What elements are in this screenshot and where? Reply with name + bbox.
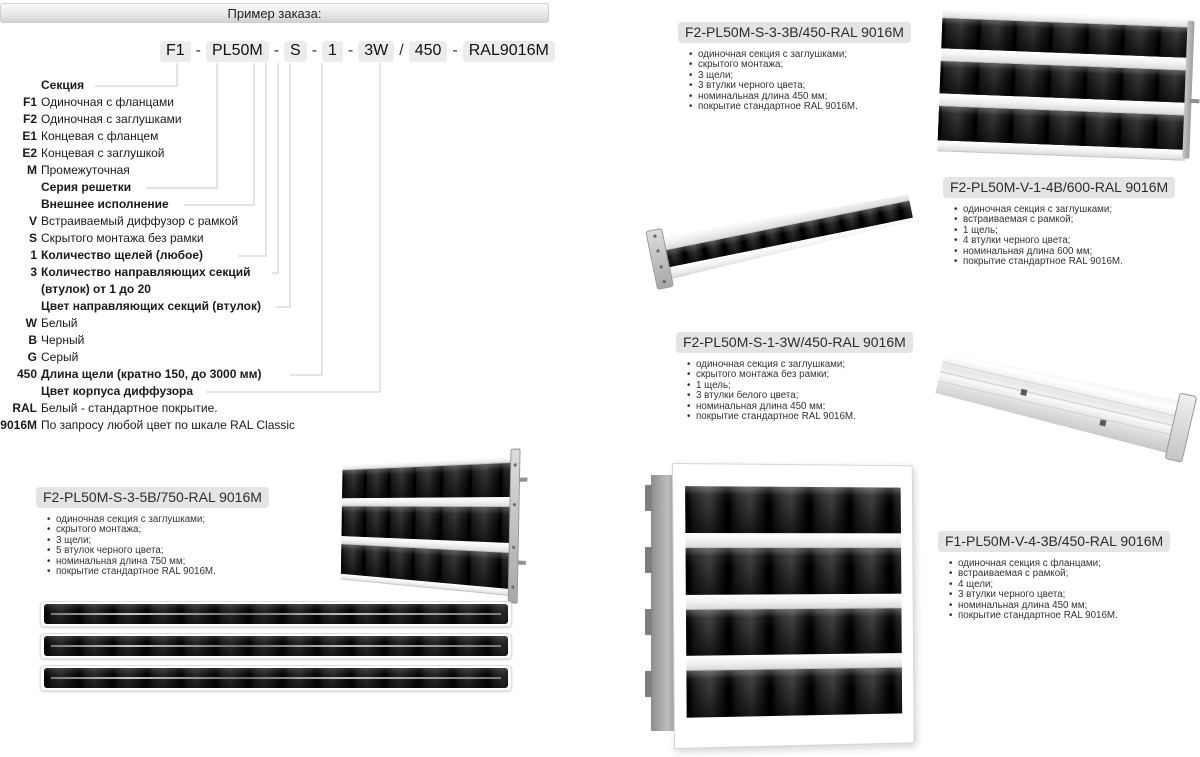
legend-row: [0, 162, 430, 179]
legend-key: F2: [22, 112, 37, 126]
legend-text: Цвет корпуса диффузора: [41, 384, 194, 398]
legend-text: Промежуточная: [41, 163, 130, 177]
legend-key: 1: [30, 248, 37, 262]
legend-row: [0, 179, 430, 196]
product-spec-list: [949, 559, 1194, 621]
code-part-mounting: S: [284, 41, 307, 62]
code-separator: -: [273, 42, 280, 59]
code-separator: -: [311, 42, 318, 59]
spec-item: • 3 втулки черного цвета;: [949, 590, 1194, 600]
spec-item: • 3 щели;: [689, 71, 934, 81]
spec-item: • скрытого монтажа без рамки;: [687, 370, 932, 380]
legend-row: [0, 400, 430, 417]
product-photo-three-slot-grille: [936, 7, 1196, 167]
spec-item: • 4 втулки черного цвета;: [954, 236, 1199, 246]
spec-item: • встраиваемая с рамкой;: [954, 215, 1199, 225]
product-block-3: [676, 332, 932, 422]
product-block-2: [943, 177, 1199, 267]
diffuser-strip: [40, 665, 512, 691]
diffuser-strip: [40, 601, 512, 627]
grille-body: [685, 486, 902, 718]
legend-key: 450: [16, 367, 37, 381]
product-block-5: [938, 531, 1194, 621]
spec-item: • 5 втулок черного цвета;: [47, 546, 292, 556]
legend-key: [0, 383, 41, 400]
code-separator: -: [347, 42, 354, 59]
legend-text: Цвет направляющих секций (втулок): [41, 299, 262, 313]
legend-text: Количество щелей (любое): [41, 248, 204, 262]
legend-key: E2: [22, 146, 37, 160]
code-part-sections-color: 3W: [358, 41, 394, 62]
legend-row: [0, 213, 430, 230]
legend-row: [0, 349, 430, 366]
spec-item: • номинальная длина 450 мм;: [687, 402, 932, 412]
grille-body: [937, 8, 1190, 161]
grille-body: [341, 456, 512, 596]
spec-item: • встраиваемая с рамкой;: [949, 569, 1194, 579]
legend-key: G: [27, 350, 37, 364]
spec-item: • скрытого монтажа;: [47, 525, 292, 535]
legend-key: M: [27, 163, 37, 177]
diffuser-bar: [660, 186, 916, 279]
legend-row: [0, 298, 430, 315]
spec-item: • 3 втулки черного цвета;: [689, 81, 934, 91]
code-part-slots: 1: [322, 41, 343, 62]
spec-item: • номинальная длина 450 мм;: [689, 92, 934, 102]
legend-text: Черный: [41, 333, 85, 347]
legend-row: [0, 77, 430, 94]
legend-key: [0, 298, 41, 315]
legend-text: Белый: [41, 316, 78, 330]
legend-text: По запросу любой цвет по шкале RAL Classic: [41, 418, 296, 432]
legend-key: [0, 196, 41, 213]
legend-row: [0, 383, 430, 400]
code-separator: -: [452, 42, 458, 59]
product-photo-front-strips: [40, 601, 512, 697]
legend-row: [0, 264, 430, 298]
legend-text: Серия решетки: [41, 180, 132, 194]
legend-text: Концевая с фланцем: [41, 129, 159, 143]
code-part-section: F1: [160, 41, 191, 62]
product-spec-list: [47, 515, 292, 577]
legend-row: [0, 315, 430, 332]
order-code-legend: [0, 77, 430, 434]
legend-text: Концевая с заглушкой: [41, 146, 165, 160]
spec-item: • покрытие стандартное RAL 9016M.: [954, 257, 1199, 267]
legend-key: B: [28, 333, 37, 347]
legend-key: E1: [22, 129, 37, 143]
vane-marks: [1020, 388, 1027, 395]
spec-item: • 1 щель;: [954, 226, 1199, 236]
legend-key: S: [28, 231, 37, 245]
mounting-pin: [519, 478, 527, 482]
product-photo-four-slot-grille: [646, 461, 924, 757]
product-code-badge: F1-PL50M-V-4-3B/450-RAL 9016M: [938, 531, 1170, 552]
spec-item: • покрытие стандартное RAL 9016M.: [689, 102, 934, 112]
spec-item: • номинальная длина 750 мм;: [47, 557, 292, 567]
spec-item: • одиночная секция с заглушками;: [687, 360, 932, 370]
code-part-ral: RAL9016M: [463, 41, 555, 62]
legend-key: 9016M: [0, 418, 37, 432]
diffuser-bar: [934, 347, 1184, 455]
order-example-header-label: Пример заказа:: [227, 5, 322, 21]
legend-row: [0, 417, 430, 434]
product-photo-white-diffuser: [936, 316, 1198, 462]
legend-row: [0, 366, 430, 383]
legend-row: [0, 128, 430, 145]
legend-key: V: [28, 214, 37, 228]
legend-key: F1: [22, 95, 37, 109]
code-separator: -: [195, 42, 201, 59]
legend-key: 3: [30, 265, 37, 279]
spec-item: • покрытие стандартное RAL 9016M.: [687, 412, 932, 422]
spec-item: • 1 щель;: [687, 381, 932, 391]
legend-row: [0, 111, 430, 128]
legend-row: [0, 196, 430, 213]
legend-row: [0, 145, 430, 162]
spec-item: • скрытого монтажа;: [689, 60, 934, 70]
product-code-badge: F2-PL50M-S-1-3W/450-RAL 9016M: [676, 332, 913, 353]
spec-item: • номинальная длина 600 мм;: [954, 247, 1199, 257]
spec-item: • одиночная секция с заглушками;: [47, 515, 292, 525]
legend-text: Длина щели (кратно 150, до 3000 мм): [41, 367, 262, 381]
legend-key: RAL: [12, 401, 37, 415]
product-spec-list: [689, 50, 934, 112]
order-code: [160, 40, 555, 62]
legend-text: Секция: [41, 78, 85, 92]
diffuser-strip: [40, 633, 512, 659]
product-spec-list: [687, 360, 932, 422]
spec-item: • номинальная длина 450 мм;: [949, 601, 1194, 611]
product-code-badge: F2-PL50M-V-1-4B/600-RAL 9016M: [943, 177, 1175, 198]
code-part-length: 450: [409, 41, 448, 62]
legend-text: Белый - стандартное покрытие.: [41, 401, 218, 415]
legend-text: Одиночная с фланцами: [41, 95, 174, 109]
spec-item: • 3 щели;: [47, 536, 292, 546]
legend-text: Серый: [41, 350, 79, 364]
legend-row: [0, 332, 430, 349]
spec-item: • покрытие стандартное RAL 9016M.: [949, 611, 1194, 621]
code-part-series: PL50M: [206, 41, 269, 62]
legend-key: [0, 77, 41, 94]
spec-item: • покрытие стандартное RAL 9016M.: [47, 567, 292, 577]
legend-text: Скрытого монтажа без рамки: [41, 231, 204, 245]
product-photo-three-slot-perspective: [276, 450, 526, 604]
spec-item: • одиночная секция с заглушками;: [689, 50, 934, 60]
spec-item: • 4 щели;: [949, 580, 1194, 590]
legend-key: W: [25, 316, 37, 330]
product-photo-single-slot-diffuser: [648, 174, 924, 322]
product-block-1: [678, 22, 934, 112]
legend-row: [0, 247, 430, 264]
grille-frame: [672, 463, 915, 749]
spec-item: • одиночная секция с заглушками;: [954, 205, 1199, 215]
product-code-badge: F2-PL50M-S-3-3B/450-RAL 9016M: [678, 22, 911, 43]
legend-key: [0, 179, 41, 196]
spec-item: • одиночная секция с фланцами;: [949, 559, 1194, 569]
product-spec-list: [954, 205, 1199, 267]
mounting-pin: [517, 560, 525, 565]
product-code-badge: F2-PL50M-S-3-5B/750-RAL 9016M: [36, 487, 269, 508]
spec-item: • 3 втулки белого цвета;: [687, 391, 932, 401]
legend-text: Встраиваемый диффузор с рамкой: [41, 214, 239, 228]
end-cap: [508, 448, 521, 603]
legend-text: Одиночная с заглушками: [41, 112, 182, 126]
legend-text: Количество направляющих секций (втулок) от 1 до 20: [41, 265, 251, 296]
legend-row: [0, 230, 430, 247]
code-separator: /: [399, 42, 404, 59]
legend-row: [0, 94, 430, 111]
product-block-4: [36, 487, 292, 577]
legend-text: Внешнее исполнение: [41, 197, 169, 211]
mounting-pin: [1189, 98, 1199, 102]
order-example-header: [0, 3, 549, 23]
